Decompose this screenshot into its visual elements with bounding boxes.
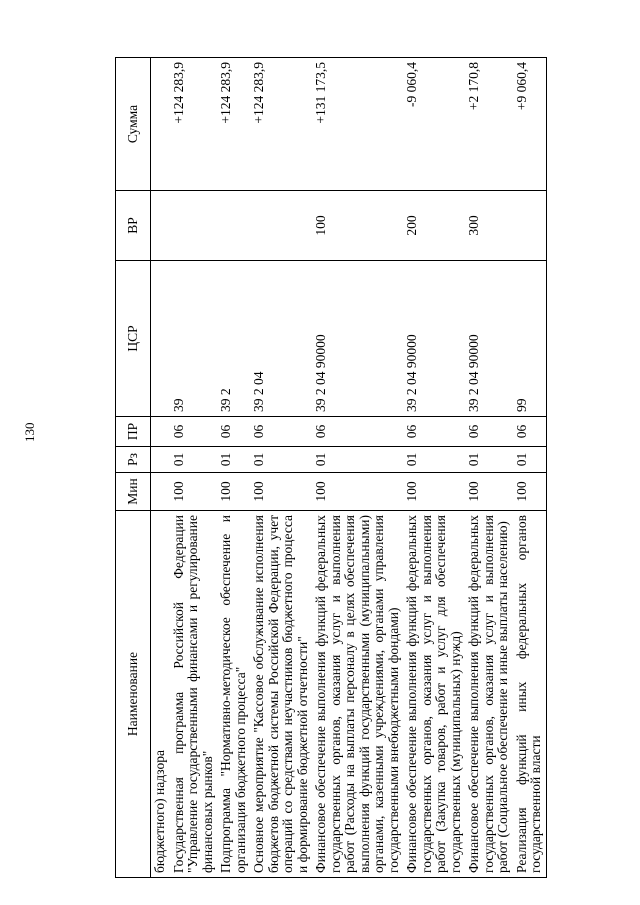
row-rz: 01 xyxy=(217,447,250,473)
row-pr: 06 xyxy=(312,417,403,447)
row-sum: +131 173,5 xyxy=(312,58,403,191)
row-min: 100 xyxy=(312,473,403,511)
row-pr: 06 xyxy=(170,417,218,447)
table-row xyxy=(513,58,547,878)
row-min: 100 xyxy=(513,473,547,511)
row-min: 100 xyxy=(250,473,312,511)
budget-table xyxy=(115,57,547,878)
row-rz: 01 xyxy=(403,447,465,473)
header-min: Мин xyxy=(116,473,151,511)
row-pr: 06 xyxy=(250,417,312,447)
row-rz: 01 xyxy=(250,447,312,473)
budget-table-page xyxy=(115,58,590,878)
row-rz: 01 xyxy=(170,447,218,473)
row-vr xyxy=(170,191,218,261)
row-pr: 06 xyxy=(513,417,547,447)
row-name: Основное мероприятие "Кассовое обслуживание исполнения бюджетов бюджетной системы Российской Федерации, учет операций со средствами неучастников бюджетного процесса и формирование бюджетной отчетности" xyxy=(250,511,312,878)
row-pr: 06 xyxy=(403,417,465,447)
table-row xyxy=(170,58,218,878)
row-name: Финансовое обеспечение выполнения функций федеральных государственных органов, оказания услуг и выполнения работ (Расходы на выплаты персоналу в целях обеспечения выполнения функций государственными (муниципальными) органами, казенными учреждениями, органами управления государственными внебюджетными фондами) xyxy=(312,511,403,878)
header-rz: Рз xyxy=(116,447,151,473)
row-sum: -9 060,4 xyxy=(403,58,465,191)
row-vr xyxy=(250,191,312,261)
row-vr xyxy=(513,191,547,261)
row-min: 100 xyxy=(217,473,250,511)
header-pr: ПР xyxy=(116,417,151,447)
row-name: Государственная программа Российской Федерации "Управление государственными финансами и регулирование финансовых рынков" xyxy=(170,511,218,878)
row-csr: 99 xyxy=(513,261,547,417)
row-csr: 39 2 04 90000 xyxy=(312,261,403,417)
row-vr: 200 xyxy=(403,191,465,261)
row-rz: 01 xyxy=(465,447,513,473)
row-pr: 06 xyxy=(465,417,513,447)
continuation-row xyxy=(151,58,170,878)
row-csr: 39 2 xyxy=(217,261,250,417)
row-vr: 100 xyxy=(312,191,403,261)
row-name: Подпрограмма "Нормативно-методическое обеспечение и организация бюджетного процесса" xyxy=(217,511,250,878)
row-min: 100 xyxy=(465,473,513,511)
table-header-row xyxy=(116,58,151,878)
row-pr: 06 xyxy=(217,417,250,447)
row-csr: 39 2 04 90000 xyxy=(403,261,465,417)
row-vr: 300 xyxy=(465,191,513,261)
row-sum: +124 283,9 xyxy=(250,58,312,191)
row-min: 100 xyxy=(403,473,465,511)
row-min: 100 xyxy=(170,473,218,511)
header-csr: ЦСР xyxy=(116,261,151,417)
header-sum: Сумма xyxy=(116,58,151,191)
row-vr xyxy=(217,191,250,261)
table-row xyxy=(403,58,465,878)
page-number: 130 xyxy=(22,422,37,442)
table-row xyxy=(465,58,513,878)
continuation-text: бюджетного) надзора xyxy=(151,511,170,878)
row-sum: +9 060,4 xyxy=(513,58,547,191)
row-name: Финансовое обеспечение выполнения функций федеральных государственных органов, оказания услуг и выполнения работ (Социальное обеспечение и иные выплаты населению) xyxy=(465,511,513,878)
table-row xyxy=(250,58,312,878)
header-name: Наименование xyxy=(116,511,151,878)
header-vr: ВР xyxy=(116,191,151,261)
row-csr: 39 2 04 90000 xyxy=(465,261,513,417)
row-csr: 39 2 04 xyxy=(250,261,312,417)
row-rz: 01 xyxy=(513,447,547,473)
row-name: Реализация функций иных федеральных органов государственной власти xyxy=(513,511,547,878)
table-row xyxy=(312,58,403,878)
row-sum: +2 170,8 xyxy=(465,58,513,191)
row-sum: +124 283,9 xyxy=(217,58,250,191)
row-sum: +124 283,9 xyxy=(170,58,218,191)
table-row xyxy=(217,58,250,878)
row-csr: 39 xyxy=(170,261,218,417)
row-name: Финансовое обеспечение выполнения функций федеральных государственных органов, оказания услуг и выполнения работ (Закупка товаров, работ и услуг для обеспечения государственных (муниципальных) нужд) xyxy=(403,511,465,878)
row-rz: 01 xyxy=(312,447,403,473)
